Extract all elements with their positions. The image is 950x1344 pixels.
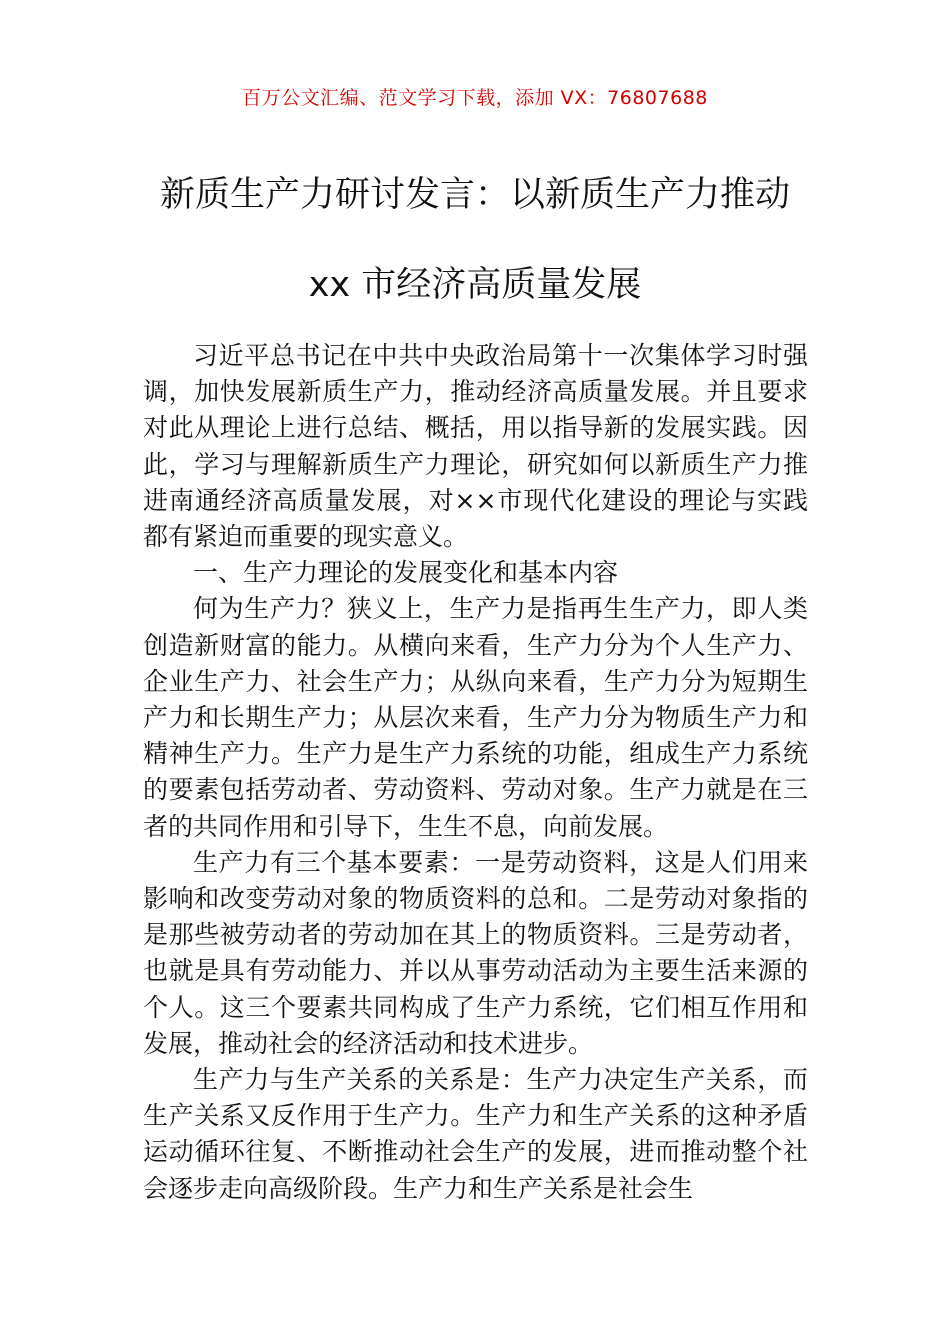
paragraph-productivity-relations: 生产力与生产关系的关系是：生产力决定生产关系，而生产关系又反作用于生产力。生产力和生产关系的这种矛盾运动循环往复、不断推动社会生产的发展，进而推动整个社会逐步走向高级阶段。生产力和生产关系是社会生 xyxy=(143,1065,808,1203)
paragraph-three-elements: 生产力有三个基本要素：一是劳动资料，这是人们用来影响和改变劳动对象的物质资料的总和。二是劳动对象指的是那些被劳动者的劳动加在其上的物质资料。三是劳动者，也就是具有劳动能力、并以从事劳动活动为主要生活来源的个人。这三个要素共同构成了生产力系统，它们相互作用和发展，推动社会的经济活动和技术进步。 xyxy=(143,847,808,1058)
document-title xyxy=(120,150,830,330)
paragraph-what-is-productivity: 何为生产力？狭义上，生产力是指再生生产力，即人类创造新财富的能力。从横向来看，生产力分为个人生产力、企业生产力、社会生产力；从纵向来看，生产力分为短期生产力和长期生产力；从层次来看，生产力分为物质生产力和精神生产力。生产力是生产力系统的功能，组成生产力系统的要素包括劳动者、劳动资料、劳动对象。生产力就是在三者的共同作用和引导下，生生不息，向前发展。 xyxy=(143,594,808,841)
promo-header-note: 百万公文汇编、范文学习下载，添加 VX：76807688 xyxy=(242,87,708,109)
paragraph-intro: 习近平总书记在中共中央政治局第十一次集体学习时强调，加快发展新质生产力，推动经济高质量发展。并且要求对此从理论上进行总结、概括，用以指导新的发展实践。因此，学习与理解新质生产力理论，研究如何以新质生产力推进南通经济高质量发展，对××市现代化建设的理论与实践都有紧迫而重要的现实意义。 xyxy=(143,341,808,552)
title-line-2: xx 市经济高质量发展 xyxy=(308,265,642,305)
section-heading-1: 一、生产力理论的发展变化和基本内容 xyxy=(193,558,619,588)
title-line-1: 新质生产力研讨发言：以新质生产力推动 xyxy=(159,175,790,215)
document-body xyxy=(143,338,808,1207)
